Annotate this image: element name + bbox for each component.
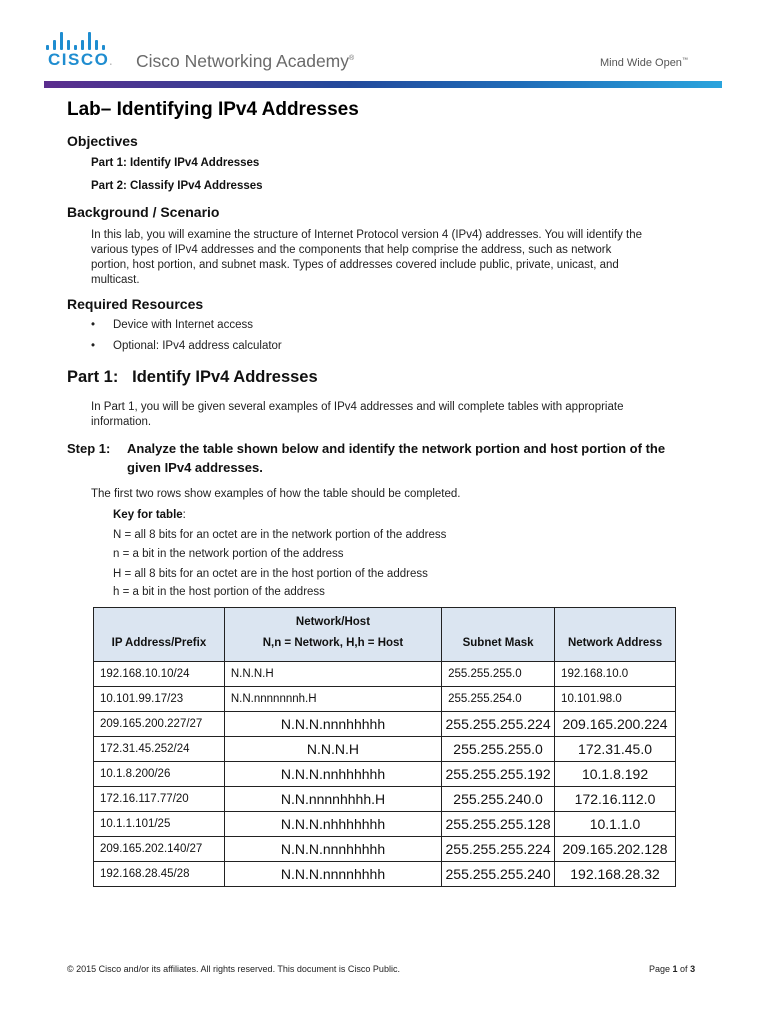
cell-subnet-mask: 255.255.254.0 xyxy=(442,687,555,712)
tagline: Mind Wide Open™ xyxy=(600,57,688,69)
cell-ip: 209.165.202.140/27 xyxy=(94,837,225,862)
cell-ip: 172.16.117.77/20 xyxy=(94,787,225,812)
resource-item xyxy=(91,319,253,331)
table-row xyxy=(94,662,676,687)
resource-label: Optional: IPv4 address calculator xyxy=(113,340,282,352)
cisco-logo-bars-icon xyxy=(46,32,112,50)
cell-network-host[interactable]: N.N.nnnnhhhh.H xyxy=(224,787,441,812)
cell-subnet-mask[interactable]: 255.255.255.224 xyxy=(442,837,555,862)
ipv4-table xyxy=(93,607,676,887)
cell-ip: 209.165.200.227/27 xyxy=(94,712,225,737)
cell-ip: 10.101.99.17/23 xyxy=(94,687,225,712)
brand-gradient-bar xyxy=(44,81,722,88)
objective-item: Part 1: Identify IPv4 Addresses xyxy=(91,157,260,169)
table-row xyxy=(94,862,676,887)
cell-network-address[interactable]: 209.165.202.128 xyxy=(555,837,676,862)
cell-network-host: N.N.nnnnnnnh.H xyxy=(224,687,441,712)
cell-network-host[interactable]: N.N.N.nnnhhhhh xyxy=(224,712,441,737)
header-ip-prefix: IP Address/Prefix xyxy=(94,608,225,662)
table-row xyxy=(94,762,676,787)
objective-item: Part 2: Classify IPv4 Addresses xyxy=(91,180,263,192)
resource-item xyxy=(91,340,282,352)
cell-subnet-mask[interactable]: 255.255.255.192 xyxy=(442,762,555,787)
cell-network-address: 192.168.10.0 xyxy=(555,662,676,687)
key-line: H = all 8 bits for an octet are in the host portion of the address xyxy=(113,568,428,580)
table-row xyxy=(94,712,676,737)
cell-subnet-mask[interactable]: 255.255.255.224 xyxy=(442,712,555,737)
header-subnet-mask: Subnet Mask xyxy=(442,608,555,662)
cell-network-host[interactable]: N.N.N.nnnhhhhh xyxy=(224,837,441,862)
table-row xyxy=(94,737,676,762)
key-line: N = all 8 bits for an octet are in the network portion of the address xyxy=(113,529,447,541)
cell-ip: 10.1.8.200/26 xyxy=(94,762,225,787)
cell-network-host[interactable]: N.N.N.nnnnhhhh xyxy=(224,862,441,887)
table-header-row xyxy=(94,608,676,662)
step-text-line: Analyze the table shown below and identify the network portion and host portion of the xyxy=(127,441,666,456)
cell-ip: 10.1.1.101/25 xyxy=(94,812,225,837)
key-title: Key for table: xyxy=(113,509,186,521)
cell-network-address[interactable]: 10.1.1.0 xyxy=(555,812,676,837)
cell-network-address[interactable]: 172.16.112.0 xyxy=(555,787,676,812)
cell-subnet-mask[interactable]: 255.255.255.0 xyxy=(442,737,555,762)
paragraph-line: portion, host portion, and subnet mask. Types of addresses covered include public, private, unicast, and xyxy=(91,259,619,271)
table-row xyxy=(94,687,676,712)
table-row xyxy=(94,837,676,862)
paragraph-line: In Part 1, you will be given several examples of IPv4 addresses and will complete tables with appropriate xyxy=(91,401,624,413)
step1-heading xyxy=(67,439,717,477)
step-label: Step 1: xyxy=(67,441,111,456)
bullet-icon: • xyxy=(91,319,96,331)
page-header xyxy=(0,0,768,90)
cell-network-address: 10.101.98.0 xyxy=(555,687,676,712)
resource-label: Device with Internet access xyxy=(113,319,253,331)
header-network-host: Network/Host N,n = Network, H,h = Host xyxy=(224,608,441,662)
cell-network-address[interactable]: 209.165.200.224 xyxy=(555,712,676,737)
cell-network-host[interactable]: N.N.N.H xyxy=(224,737,441,762)
objectives-heading: Objectives xyxy=(67,133,138,149)
cell-network-address[interactable]: 10.1.8.192 xyxy=(555,762,676,787)
resources-heading: Required Resources xyxy=(67,296,204,312)
cell-network-host: N.N.N.H xyxy=(224,662,441,687)
part1-intro xyxy=(91,400,711,430)
step-text-line: given IPv4 addresses. xyxy=(127,460,263,475)
cell-network-host[interactable]: N.N.N.nhhhhhhh xyxy=(224,812,441,837)
cell-network-address[interactable]: 172.31.45.0 xyxy=(555,737,676,762)
page-number: Page 1 of 3 xyxy=(649,964,696,974)
part1-heading: Part 1: Identify IPv4 Addresses xyxy=(67,368,318,386)
cell-ip: 192.168.10.10/24 xyxy=(94,662,225,687)
copyright-notice: © 2015 Cisco and/or its affiliates. All rights reserved. This document is Cisco Public. xyxy=(67,964,400,974)
cell-network-host[interactable]: N.N.N.nnhhhhhh xyxy=(224,762,441,787)
paragraph-line: multicast. xyxy=(91,274,140,286)
paragraph-line: various types of IPv4 addresses and the components that help comprise the address, such as network xyxy=(91,244,612,256)
cell-ip: 172.31.45.252/24 xyxy=(94,737,225,762)
key-line: n = a bit in the network portion of the address xyxy=(113,548,344,560)
table-row xyxy=(94,812,676,837)
paragraph-line: In this lab, you will examine the structure of Internet Protocol version 4 (IPv4) addresses. You will identify the xyxy=(91,229,643,241)
cell-network-address[interactable]: 192.168.28.32 xyxy=(555,862,676,887)
cisco-logo: CISCO. xyxy=(48,50,113,69)
paragraph-line: information. xyxy=(91,416,152,428)
table-row xyxy=(94,787,676,812)
cell-subnet-mask: 255.255.255.0 xyxy=(442,662,555,687)
table-note: The first two rows show examples of how the table should be completed. xyxy=(91,488,461,500)
page-title: Lab– Identifying IPv4 Addresses xyxy=(67,99,359,120)
bullet-icon: • xyxy=(91,340,96,352)
key-line: h = a bit in the host portion of the address xyxy=(113,586,325,598)
cell-subnet-mask[interactable]: 255.255.255.128 xyxy=(442,812,555,837)
cell-subnet-mask[interactable]: 255.255.255.240 xyxy=(442,862,555,887)
background-paragraph xyxy=(91,228,711,288)
header-network-address: Network Address xyxy=(555,608,676,662)
cell-subnet-mask[interactable]: 255.255.240.0 xyxy=(442,787,555,812)
academy-name: Cisco Networking Academy® xyxy=(136,51,355,71)
cell-ip: 192.168.28.45/28 xyxy=(94,862,225,887)
background-heading: Background / Scenario xyxy=(67,204,220,220)
